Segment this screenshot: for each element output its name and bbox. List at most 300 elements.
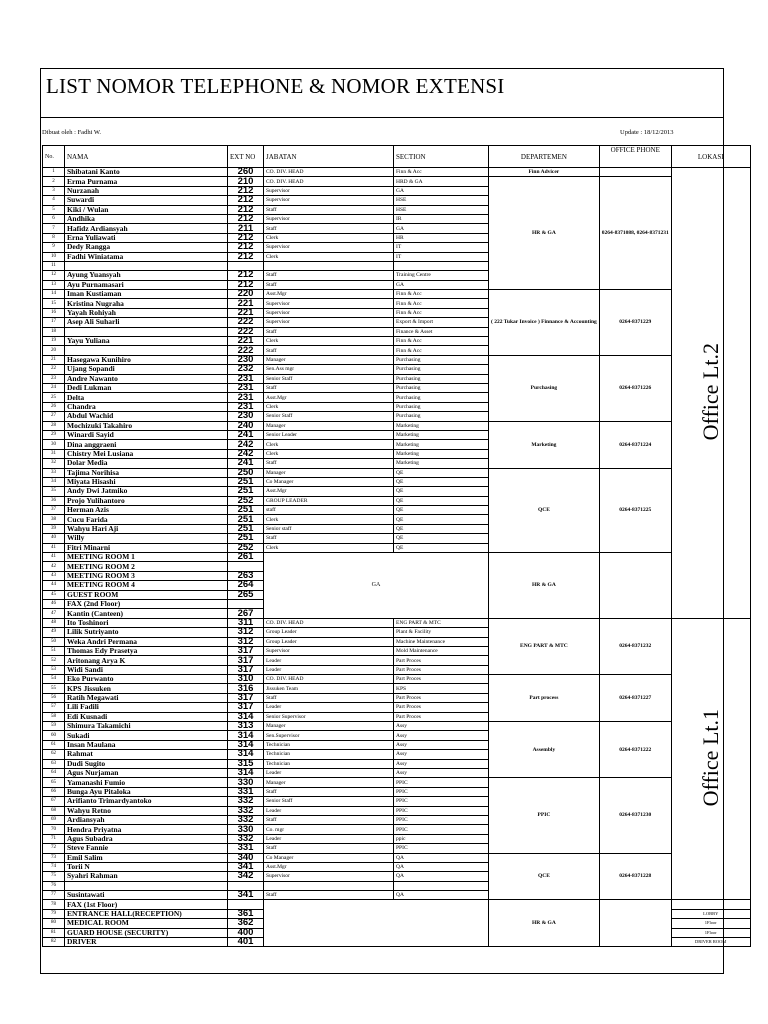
header-nama: NAMA — [65, 146, 228, 168]
row-number: 29 — [43, 430, 65, 439]
table-row — [43, 675, 751, 684]
extension-number: 264 — [228, 581, 264, 590]
office-phone-cell: 0264-8371229 — [599, 290, 671, 356]
jabatan-cell: Staff — [264, 787, 394, 796]
jabatan-cell: Staff — [264, 459, 394, 468]
person-name: Delta — [65, 393, 228, 402]
section-cell: GA — [394, 280, 489, 289]
extension-number: 241 — [228, 430, 264, 439]
jabatan-cell: Clerk — [264, 252, 394, 261]
jabatan-cell: Technician — [264, 740, 394, 749]
extension-number — [228, 562, 264, 571]
extension-number: 231 — [228, 374, 264, 383]
extension-number: 221 — [228, 308, 264, 317]
header-section: SECTION — [394, 146, 489, 168]
person-name — [65, 261, 228, 270]
section-cell: QA — [394, 862, 489, 871]
person-name: Abdul Wachid — [65, 412, 228, 421]
extension-number: 263 — [228, 571, 264, 580]
section-cell: PPIC — [394, 778, 489, 787]
jabatan-cell: Clerk — [264, 337, 394, 346]
row-number: 72 — [43, 844, 65, 853]
section-cell: QE — [394, 524, 489, 533]
table-row — [43, 853, 751, 862]
person-name: Emil Salim — [65, 853, 228, 862]
extension-number: 332 — [228, 815, 264, 824]
extension-number: 362 — [228, 919, 264, 928]
section-cell: Assy — [394, 740, 489, 749]
section-cell: Finn & Acc — [394, 346, 489, 355]
lokasi-cell: 1Floor — [671, 919, 750, 928]
department-cell: ( 222 Tukar Invoice ) Finnance & Accounting — [489, 290, 600, 356]
office-phone-cell: 0264-8371232 — [599, 618, 671, 674]
person-name: Dina anggraeni — [65, 440, 228, 449]
jabatan-cell: Staff — [264, 815, 394, 824]
person-name: MEETING ROOM 2 — [65, 562, 228, 571]
person-name: Tajima Norihisa — [65, 468, 228, 477]
row-number: 22 — [43, 365, 65, 374]
person-name: Rahmat — [65, 750, 228, 759]
update-date-label: Update : 18/12/2013 — [620, 129, 674, 136]
floor-location-label: Office Lt.2 — [697, 342, 723, 441]
section-cell: Marketing — [394, 430, 489, 439]
extension-number: 261 — [228, 553, 264, 562]
person-name: Aritonang Arya K — [65, 656, 228, 665]
row-number: 50 — [43, 637, 65, 646]
person-name: FAX (1st Floor) — [65, 900, 228, 909]
row-number: 13 — [43, 280, 65, 289]
header-departemen: DEPARTEMEN — [489, 146, 600, 168]
jabatan-cell: Supervisor — [264, 196, 394, 205]
row-number: 6 — [43, 214, 65, 223]
jabatan-cell: Staff — [264, 224, 394, 233]
row-number: 51 — [43, 646, 65, 655]
row-number: 82 — [43, 938, 65, 947]
section-cell: Part Proces — [394, 703, 489, 712]
section-cell: ppic — [394, 834, 489, 843]
row-number: 35 — [43, 487, 65, 496]
jabatan-cell: Staff — [264, 327, 394, 336]
row-number: 80 — [43, 919, 65, 928]
extension-number: 401 — [228, 938, 264, 947]
row-number: 45 — [43, 590, 65, 599]
extension-number: 317 — [228, 656, 264, 665]
department-cell: HR & GA — [489, 553, 600, 619]
department-cell: HR & GA — [489, 177, 600, 290]
section-cell: Part Proces — [394, 675, 489, 684]
section-cell — [394, 881, 489, 890]
office-phone-cell: 0264-8371230 — [599, 778, 671, 853]
section-cell: QA — [394, 853, 489, 862]
section-cell: Marketing — [394, 421, 489, 430]
person-name: Wahyu Retno — [65, 806, 228, 815]
extension-number: 341 — [228, 862, 264, 871]
table-row — [43, 900, 751, 909]
row-number: 66 — [43, 787, 65, 796]
extension-number: 267 — [228, 609, 264, 618]
person-name: Chandra — [65, 402, 228, 411]
office-phone-cell: 0264-8371222 — [599, 722, 671, 778]
table-row — [43, 355, 751, 364]
extension-number: 252 — [228, 543, 264, 552]
jabatan-cell: GROUP LEADER — [264, 496, 394, 505]
person-name: MEETING ROOM 4 — [65, 581, 228, 590]
row-number: 31 — [43, 449, 65, 458]
extension-number: 314 — [228, 731, 264, 740]
jabatan-cell: Clerk — [264, 515, 394, 524]
section-cell: Purchasing — [394, 393, 489, 402]
person-name: KPS Jissuken — [65, 684, 228, 693]
jabatan-cell: Senior Staff — [264, 797, 394, 806]
person-name: Miyata Hisashi — [65, 477, 228, 486]
section-cell: QE — [394, 543, 489, 552]
jabatan-cell: Supervisor — [264, 186, 394, 195]
row-number: 71 — [43, 834, 65, 843]
person-name: Fadhi Winiatama — [65, 252, 228, 261]
extension-number: 231 — [228, 383, 264, 392]
row-number: 56 — [43, 693, 65, 702]
section-cell: Export & Import — [394, 318, 489, 327]
person-name: FAX (2nd Floor) — [65, 599, 228, 608]
jabatan-cell: Staff — [264, 891, 394, 900]
person-name — [65, 346, 228, 355]
person-name: Eko Purwanto — [65, 675, 228, 684]
extension-number: 212 — [228, 196, 264, 205]
row-number: 79 — [43, 909, 65, 918]
extension-number: 230 — [228, 412, 264, 421]
extension-number: 317 — [228, 693, 264, 702]
person-name: Iman Kustiaman — [65, 290, 228, 299]
extension-number: 251 — [228, 534, 264, 543]
person-name: Susintawati — [65, 891, 228, 900]
extension-number: 212 — [228, 271, 264, 280]
department-cell: Part process — [489, 675, 600, 722]
table-row — [43, 168, 751, 177]
section-cell: Part Proces — [394, 665, 489, 674]
extension-number: 222 — [228, 346, 264, 355]
lower-area-blank — [264, 900, 489, 947]
extension-number: 314 — [228, 740, 264, 749]
person-name: Yayah Rohiyah — [65, 308, 228, 317]
jabatan-cell: Senior Staff — [264, 374, 394, 383]
extension-number: 222 — [228, 327, 264, 336]
section-cell: Purchasing — [394, 355, 489, 364]
row-number: 57 — [43, 703, 65, 712]
jabatan-cell: Asst.Mgr — [264, 393, 394, 402]
person-name: Willy — [65, 534, 228, 543]
person-name: Andy Dwi Jatmiko — [65, 487, 228, 496]
extension-number: 222 — [228, 318, 264, 327]
person-name: Ujang Sopandi — [65, 365, 228, 374]
extension-number: 317 — [228, 646, 264, 655]
person-name: Projo Yulihantoro — [65, 496, 228, 505]
person-name: Dolar Media — [65, 459, 228, 468]
person-name: Bunga Ayu Pitaloka — [65, 787, 228, 796]
extension-number: 331 — [228, 844, 264, 853]
jabatan-cell: Technician — [264, 759, 394, 768]
section-cell: Finn & Acc — [394, 299, 489, 308]
extension-number — [228, 881, 264, 890]
table-header-row — [43, 146, 751, 168]
table-row — [43, 722, 751, 731]
row-number: 17 — [43, 318, 65, 327]
extension-number — [228, 599, 264, 608]
jabatan-cell: Leader — [264, 769, 394, 778]
jabatan-cell: Senior Supervisor — [264, 712, 394, 721]
lokasi-cell: DRIVER ROOM — [671, 938, 750, 947]
department-cell: HR & GA — [489, 900, 600, 947]
extension-number: 242 — [228, 440, 264, 449]
extension-number: 252 — [228, 496, 264, 505]
person-name: Andre Nawanto — [65, 374, 228, 383]
table-row — [43, 468, 751, 477]
person-name: Lilik Sutriyanto — [65, 628, 228, 637]
extension-number: 312 — [228, 637, 264, 646]
person-name: Dudi Sugito — [65, 759, 228, 768]
person-name: MEETING ROOM 1 — [65, 553, 228, 562]
section-cell: Part Proces — [394, 693, 489, 702]
person-name: Erma Purnama — [65, 177, 228, 186]
floor-location-label: Office Lt.1 — [697, 708, 723, 807]
extension-number: 211 — [228, 224, 264, 233]
jabatan-cell: Asst.Mgr — [264, 290, 394, 299]
section-cell: QA — [394, 872, 489, 881]
row-number: 18 — [43, 327, 65, 336]
row-number: 74 — [43, 862, 65, 871]
extension-number: 317 — [228, 665, 264, 674]
row-number: 60 — [43, 731, 65, 740]
jabatan-cell: Group Leader — [264, 628, 394, 637]
extension-number: 212 — [228, 233, 264, 242]
jabatan-cell: Senior Staff — [264, 412, 394, 421]
person-name: Agus Nurjaman — [65, 769, 228, 778]
section-cell: HSE — [394, 205, 489, 214]
row-number: 2 — [43, 177, 65, 186]
row-number: 41 — [43, 553, 65, 562]
person-name: Hendra Priyatna — [65, 825, 228, 834]
department-cell: Assembly — [489, 722, 600, 778]
title-divider — [40, 117, 724, 118]
jabatan-cell: Clerk — [264, 402, 394, 411]
section-cell: QE — [394, 487, 489, 496]
section-cell: Part Proces — [394, 712, 489, 721]
jabatan-cell: CO. DIV. HEAD — [264, 618, 394, 627]
extension-number: 313 — [228, 722, 264, 731]
table-body — [43, 168, 751, 947]
row-number: 28 — [43, 421, 65, 430]
section-cell: Assy — [394, 769, 489, 778]
section-cell: Machine Maintenance — [394, 637, 489, 646]
section-cell: QE — [394, 515, 489, 524]
jabatan-cell: Staff — [264, 534, 394, 543]
row-number: 3 — [43, 186, 65, 195]
extension-number: 251 — [228, 524, 264, 533]
person-name: Chistry Mei Lusiana — [65, 449, 228, 458]
jabatan-cell: Supervisor — [264, 243, 394, 252]
row-number: 8 — [43, 233, 65, 242]
row-number: 61 — [43, 740, 65, 749]
office-phone-cell: 0264-8371226 — [599, 355, 671, 421]
person-name: Hasegawa Kunihiro — [65, 355, 228, 364]
row-number: 49 — [43, 628, 65, 637]
row-number: 15 — [43, 299, 65, 308]
lokasi-cell — [671, 168, 750, 619]
jabatan-cell: Supervisor — [264, 872, 394, 881]
row-number: 20 — [43, 346, 65, 355]
person-name: GUARD HOUSE (SECURITY) — [65, 928, 228, 937]
section-cell: PPIC — [394, 797, 489, 806]
section-cell: IT — [394, 252, 489, 261]
extension-number: 210 — [228, 177, 264, 186]
department-cell: QCE — [489, 853, 600, 900]
extension-number: 331 — [228, 787, 264, 796]
extension-number: 232 — [228, 365, 264, 374]
jabatan-cell: Leader — [264, 656, 394, 665]
jabatan-cell: Senior Leader — [264, 430, 394, 439]
section-cell: Training Centre — [394, 271, 489, 280]
person-name: Ito Toshinori — [65, 618, 228, 627]
section-cell: QE — [394, 477, 489, 486]
person-name: Kiki / Wulan — [65, 205, 228, 214]
person-name: Shibatani Kanto — [65, 168, 228, 177]
person-name: Yayu Yuliana — [65, 337, 228, 346]
extension-number: 314 — [228, 769, 264, 778]
section-cell: PPIC — [394, 806, 489, 815]
row-number: 81 — [43, 928, 65, 937]
person-name: Lili Fadili — [65, 703, 228, 712]
section-cell: IR — [394, 214, 489, 223]
extension-number: 317 — [228, 703, 264, 712]
jabatan-cell: Supervisor — [264, 318, 394, 327]
person-name: Yamanashi Fumio — [65, 778, 228, 787]
jabatan-cell: Co. mgr — [264, 825, 394, 834]
section-cell: Assy — [394, 750, 489, 759]
table-row — [43, 290, 751, 299]
extension-number: 212 — [228, 252, 264, 261]
row-number: 65 — [43, 778, 65, 787]
extension-number: 212 — [228, 243, 264, 252]
section-cell: Purchasing — [394, 374, 489, 383]
section-cell: PPIC — [394, 844, 489, 853]
person-name: Weka Andri Permana — [65, 637, 228, 646]
person-name: Thomas Edy Prasetya — [65, 646, 228, 655]
extension-number: 330 — [228, 825, 264, 834]
row-number: 24 — [43, 383, 65, 392]
extension-number: 240 — [228, 421, 264, 430]
section-cell: Part Proces — [394, 656, 489, 665]
person-name: Steve Fannie — [65, 844, 228, 853]
row-number: 9 — [43, 243, 65, 252]
row-number: 39 — [43, 524, 65, 533]
department-cell: ENG PART & MTC — [489, 618, 600, 674]
section-cell: Finn & Acc — [394, 308, 489, 317]
section-cell: Marketing — [394, 440, 489, 449]
jabatan-cell: CO. DIV. HEAD — [264, 177, 394, 186]
row-number: 67 — [43, 797, 65, 806]
office-phone-cell: 0264-8371088, 0264-8371231 — [599, 177, 671, 290]
jabatan-cell: staff — [264, 506, 394, 515]
table-row — [43, 553, 751, 562]
extension-number: 314 — [228, 712, 264, 721]
extension-number: 241 — [228, 459, 264, 468]
row-number: 42 — [43, 562, 65, 571]
section-cell: Finn & Acc — [394, 337, 489, 346]
extension-number: 220 — [228, 290, 264, 299]
extension-number: 330 — [228, 778, 264, 787]
row-number: 69 — [43, 815, 65, 824]
extension-number: 221 — [228, 337, 264, 346]
person-name: MEDICAL ROOM — [65, 919, 228, 928]
row-number: 62 — [43, 750, 65, 759]
person-name: Nurzanah — [65, 186, 228, 195]
office-phone-cell: 0264-8371227 — [599, 675, 671, 722]
jabatan-cell: Leader — [264, 703, 394, 712]
extension-number: 212 — [228, 186, 264, 195]
row-number: 10 — [43, 252, 65, 261]
extension-number: 341 — [228, 891, 264, 900]
row-number: 59 — [43, 722, 65, 731]
row-number: 73 — [43, 853, 65, 862]
row-number: 1 — [43, 168, 65, 177]
lokasi-cell: 1Floor — [671, 928, 750, 937]
row-number: 32 — [43, 459, 65, 468]
extension-number: 311 — [228, 618, 264, 627]
header-no: No. — [43, 146, 65, 168]
person-name: Ayu Purnamasari — [65, 280, 228, 289]
department-cell: QCE — [489, 468, 600, 553]
extension-number: 316 — [228, 684, 264, 693]
row-number: 25 — [43, 393, 65, 402]
row-number: 44 — [43, 581, 65, 590]
jabatan-cell: Supervisor — [264, 646, 394, 655]
extension-number: 221 — [228, 299, 264, 308]
section-cell: HRD & GA — [394, 177, 489, 186]
extension-number: 315 — [228, 759, 264, 768]
extension-number: 332 — [228, 797, 264, 806]
department-cell: PPIC — [489, 778, 600, 853]
table-row — [43, 421, 751, 430]
person-name: MEETING ROOM 3 — [65, 571, 228, 580]
row-number: 63 — [43, 759, 65, 768]
lokasi-cell — [671, 618, 750, 900]
jabatan-cell: Supervisor — [264, 299, 394, 308]
extension-number: 251 — [228, 477, 264, 486]
extension-number: 400 — [228, 928, 264, 937]
row-number: 43 — [43, 571, 65, 580]
row-number: 4 — [43, 196, 65, 205]
jabatan-cell: Technician — [264, 750, 394, 759]
jabatan-cell: Clerk — [264, 543, 394, 552]
extension-number: 312 — [228, 628, 264, 637]
jabatan-cell: Group Leader — [264, 637, 394, 646]
row-number: 12 — [43, 271, 65, 280]
section-cell: Assy — [394, 759, 489, 768]
extension-number: 332 — [228, 834, 264, 843]
section-cell: Purchasing — [394, 402, 489, 411]
table-row — [43, 778, 751, 787]
jabatan-cell: Staff — [264, 205, 394, 214]
person-name: GUEST ROOM — [65, 590, 228, 599]
jabatan-cell: Co Manager — [264, 853, 394, 862]
section-cell: Plant & Facility — [394, 628, 489, 637]
person-name: Hafidz Ardiansyah — [65, 224, 228, 233]
extension-number: 340 — [228, 853, 264, 862]
section-cell: IT — [394, 243, 489, 252]
extension-number: 265 — [228, 590, 264, 599]
office-phone-cell — [599, 553, 671, 619]
department-cell: Finn Advicer — [489, 168, 600, 177]
person-name: Wahyu Hari Aji — [65, 524, 228, 533]
